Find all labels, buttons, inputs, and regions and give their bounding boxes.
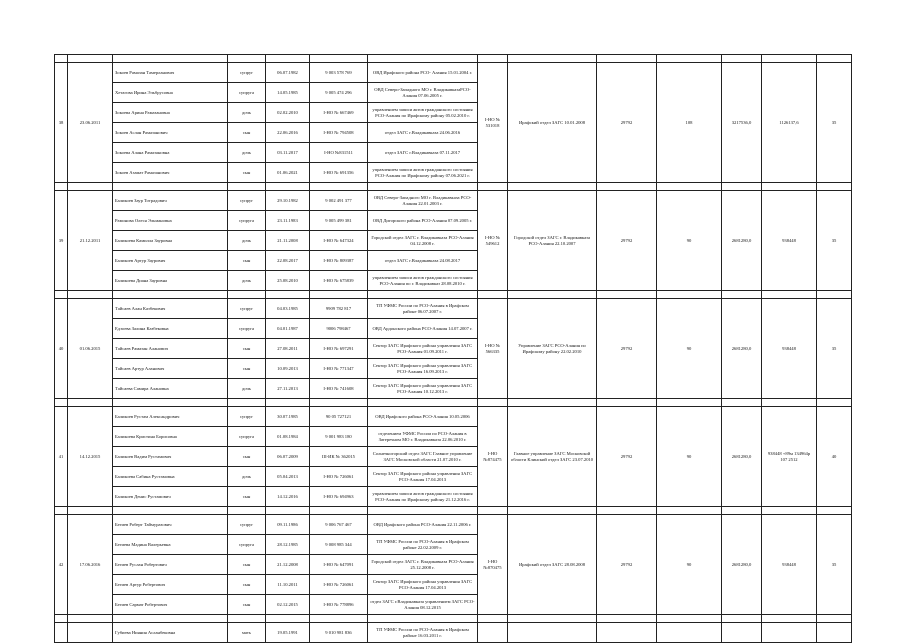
document-number: 9 002 491 377 — [310, 191, 368, 211]
person-relation: сын — [228, 447, 266, 467]
person-name: Баликоев Заур Тотрадович — [113, 191, 228, 211]
value-subsidy: 1126137,6 — [762, 63, 817, 183]
document-number: 9 001 983 180 — [310, 427, 368, 447]
issued-by: ОВД Дигорского района РСО-Алания 07.09.2005 г. — [368, 211, 478, 231]
issued-by: управлением записи актов гражданского состояния РСО-Алания по Ирафскому району 21.12.2016 г. — [368, 487, 478, 507]
person-relation: супруг — [228, 191, 266, 211]
record-number: 39 — [55, 191, 68, 291]
person-relation: супруга — [228, 319, 266, 339]
birth-date: 05.04.2013 — [266, 467, 310, 487]
document-number: 9 006 767 467 — [310, 515, 368, 535]
issued-by: ТП УФМС России по РСО-Алания в Ирафском районе 16.03.2011 г. — [368, 623, 478, 643]
person-relation: дочь — [228, 467, 266, 487]
person-name: Бегиев Роберт Таймуразович — [113, 515, 228, 535]
birth-date: 27.08.2011 — [266, 339, 310, 359]
issued-by: Сектор ЗАГС Ирафского района управления ЗАГС РСО-Алания 10.12.2013 г. — [368, 379, 478, 399]
birth-date: 19.05.1991 — [266, 623, 310, 643]
person-name: Бегиева Мадина Валерьевна — [113, 535, 228, 555]
birth-date: 29.10.1982 — [266, 191, 310, 211]
registry-office: Городской отдел ЗАГС г. Владикавказа РСО-Алания 22.10.2007 — [508, 191, 597, 291]
table-row — [55, 63, 852, 83]
person-name: Тайсаева Самира Алановна — [113, 379, 228, 399]
document-number: I-НО № 809387 — [310, 251, 368, 271]
birth-date: 06.07.1982 — [266, 63, 310, 83]
value-area: 90 — [657, 407, 722, 507]
issued-by: ТП УФМС России по РСО-Алания в Ирафском районе 06.07.2007 г. — [368, 299, 478, 319]
person-name: Баликоева Кристина Борисовна — [113, 427, 228, 447]
birth-date: 30.07.1985 — [266, 407, 310, 427]
record-date: 14.12.2015 — [68, 407, 113, 507]
registry-office: Управление ЗАГС РСО-Алания по Ирафскому району 22.02.2010 — [508, 299, 597, 399]
issued-by: ОВД Ирафского района РСО-Алания 22.11.2006 г. — [368, 515, 478, 535]
registry-table — [54, 54, 852, 643]
document-number: 9 005 474 296 — [310, 83, 368, 103]
birth-date: 14.05.1985 — [266, 83, 310, 103]
value-rate: 29792 — [597, 63, 657, 183]
registry-office: Ирафский отдел ЗАГС 28.08.2008 — [508, 515, 597, 615]
person-name: Тайсаев Артур Аланович — [113, 359, 228, 379]
birth-date: 04.01.1987 — [266, 319, 310, 339]
value-rate: 29792 — [597, 191, 657, 291]
marriage-certificate: I-НО № 531018 — [478, 63, 508, 183]
issued-by: отделением УФМС России по РСО-Алания в Затеречном МО г. Владикавказа 22.06.2010 г. — [368, 427, 478, 447]
issued-by: Сектор ЗАГС Ирафского района управления ЗАГС РСО-Алания 17.04.2013 — [368, 575, 478, 595]
person-relation: сын — [228, 487, 266, 507]
person-relation: сын — [228, 595, 266, 615]
person-relation: супруга — [228, 535, 266, 555]
value-area: 90 — [657, 299, 722, 399]
value-total: 2681280,0 — [722, 299, 762, 399]
record-date: 01.06.2015 — [68, 299, 113, 399]
group-spacer-row — [55, 507, 852, 515]
person-name: Зокоев Рамазан Тамерланович — [113, 63, 228, 83]
person-name: Баликоев Вадим Рустамович — [113, 447, 228, 467]
person-name: Тайсаев Алан Казбекович — [113, 299, 228, 319]
person-relation: дочь — [228, 271, 266, 291]
group-spacer-row — [55, 183, 852, 191]
birth-date: 02.02.2010 — [266, 103, 310, 123]
birth-date: 27.11.2013 — [266, 379, 310, 399]
person-name: Баликоева Диана Зауровна — [113, 271, 228, 291]
person-relation: дочь — [228, 379, 266, 399]
issued-by: Городской отдел ЗАГС г. Владикавказа РСО-Алания 04.12.2008 г. — [368, 231, 478, 251]
person-name: Баликоев Денис Рустамович — [113, 487, 228, 507]
value-percent: 35 — [817, 515, 852, 615]
person-relation: сын — [228, 123, 266, 143]
record-number: 40 — [55, 299, 68, 399]
value-rate: 29792 — [597, 299, 657, 399]
document-number: I-НО № 675839 — [310, 271, 368, 291]
person-relation: дочь — [228, 231, 266, 251]
person-name: Губиева Нияния Асланбековна — [113, 623, 228, 643]
person-relation: сын — [228, 339, 266, 359]
document-number: 9 010 981 836 — [310, 623, 368, 643]
person-relation: дочь — [228, 143, 266, 163]
value-area: 90 — [657, 515, 722, 615]
document-number: I-НО № 741608 — [310, 379, 368, 399]
birth-date: 14.12.2016 — [266, 487, 310, 507]
value-percent: 35 — [817, 299, 852, 399]
document-number: 9 005 499 381 — [310, 211, 368, 231]
issued-by: ОВД Ирафского района РСО- Алания 15.01.2004 г. — [368, 63, 478, 83]
table-row — [55, 515, 852, 535]
birth-date: 02.12.2015 — [266, 595, 310, 615]
person-name: Баликоев Артур Заурович — [113, 251, 228, 271]
value-percent: 40 — [817, 407, 852, 507]
document-number: 9 008 985 344 — [310, 535, 368, 555]
table-row — [55, 407, 852, 427]
person-name: Баликоева Сабина Рустамовна — [113, 467, 228, 487]
value-rate: 29792 — [597, 515, 657, 615]
person-name: Бегиев Руслан Робертович — [113, 555, 228, 575]
document-number: 9909 782 817 — [310, 299, 368, 319]
table-row — [55, 191, 852, 211]
person-relation: супруга — [228, 211, 266, 231]
birth-date: 21.11.2008 — [266, 231, 310, 251]
document-number: I-НО № 726061 — [310, 575, 368, 595]
issued-by: Сектор ЗАГС Ирафского района управления ЗАГС РСО-Алания 01.09.2011 г. — [368, 339, 478, 359]
issued-by: ОВД Ирафского района РСО-Алания 10.05.2006 — [368, 407, 478, 427]
value-subsidy: 938448 +89м 134964р 107 2512 — [762, 407, 817, 507]
birth-date: 01.06.2021 — [266, 163, 310, 183]
group-spacer-row — [55, 55, 852, 63]
document-number: I-НО № 647091 — [310, 555, 368, 575]
value-percent: 35 — [817, 191, 852, 291]
person-name: Хетагова Ирина Эльбрусовна — [113, 83, 228, 103]
record-number: 38 — [55, 63, 68, 183]
person-relation: супруг — [228, 407, 266, 427]
value-subsidy: 938448 — [762, 299, 817, 399]
person-name: Бегиев Сармат Робертович — [113, 595, 228, 615]
document-number: I-НО № 794508 — [310, 123, 368, 143]
value-subsidy: 938448 — [762, 191, 817, 291]
issued-by: отдел ЗАГС г.Владикавказа 24.06.2016 — [368, 123, 478, 143]
person-relation: сын — [228, 163, 266, 183]
issued-by: ОВД Северо-Западного МО г. ВладикавказаРСО-Алания 07.06.2005 г. — [368, 83, 478, 103]
person-relation: сын — [228, 555, 266, 575]
issued-by: отдел ЗАГС г.Владикавказа 07.11.2017 — [368, 143, 478, 163]
person-name: Рамонова Олеся Эльмановна — [113, 211, 228, 231]
person-name: Тайсаев Рамазан Аланович — [113, 339, 228, 359]
document-number: I-НО № 694963 — [310, 487, 368, 507]
value-area: 108 — [657, 63, 722, 183]
document-number: I-НО № 691356 — [310, 163, 368, 183]
person-relation: супруг — [228, 63, 266, 83]
birth-date: 22.06.2016 — [266, 123, 310, 143]
marriage-certificate: I-НО №874475 — [478, 407, 508, 507]
person-name: Баликоев Рустам Александрович — [113, 407, 228, 427]
record-date: 23.06.2011 — [68, 63, 113, 183]
person-name: Едзоева Залина Казбековна — [113, 319, 228, 339]
registry-office: Ирафский отдел ЗАГС 10.01.2008 — [508, 63, 597, 183]
registry-body — [55, 55, 852, 643]
person-relation: сын — [228, 575, 266, 595]
person-name: Зокоев Азамат Рамазанович — [113, 163, 228, 183]
birth-date: 06.07.2009 — [266, 447, 310, 467]
document-number: I-НО № 778896 — [310, 595, 368, 615]
birth-date: 09.11.1986 — [266, 515, 310, 535]
issued-by: ОВД Ардонского района РСО-Алания 14.07.2007 г. — [368, 319, 478, 339]
birth-date: 01.08.1984 — [266, 427, 310, 447]
person-relation: дочь — [228, 103, 266, 123]
issued-by: управлением записи актов гражданского состояния РСО-Алания по г. Владикавказ 28.08.2010 г. — [368, 271, 478, 291]
person-relation: мать — [228, 623, 266, 643]
issued-by: отдел ЗАГС г.Владикавказа 24.08.2017 — [368, 251, 478, 271]
value-total: 2681280,0 — [722, 191, 762, 291]
record-date: 21.12.2011 — [68, 191, 113, 291]
person-relation: сын — [228, 359, 266, 379]
document-number: III-ИК № 362015 — [310, 447, 368, 467]
document-number: I-НО № 726061 — [310, 467, 368, 487]
birth-date: 22.08.2017 — [266, 251, 310, 271]
issued-by: ОВД Северо-Западного МО г. Владикавказа РСО-Алания 22.01.2003 г. — [368, 191, 478, 211]
group-spacer-row — [55, 399, 852, 407]
issued-by: Городской отдел ЗАГС г. Владикавказа РСО-Алания 25.12.2008 г. — [368, 555, 478, 575]
issued-by: Сектор ЗАГС Ирафского района управления ЗАГС РСО-Алания 16.09.2013 г. — [368, 359, 478, 379]
marriage-certificate: I-НО № 566335 — [478, 299, 508, 399]
record-number: 41 — [55, 407, 68, 507]
value-subsidy: 938448 — [762, 515, 817, 615]
issued-by: управлением записи актов гражданского состояния РСО-Алания по Ирафскому району 07.06.2021 г. — [368, 163, 478, 183]
birth-date: 21.12.2008 — [266, 555, 310, 575]
document-number: I-НО №831511 — [310, 143, 368, 163]
birth-date: 28.12.1985 — [266, 535, 310, 555]
value-rate: 29792 — [597, 407, 657, 507]
value-total: 2681280,0 — [722, 407, 762, 507]
marriage-certificate: I-НО № 549612 — [478, 191, 508, 291]
group-spacer-row — [55, 291, 852, 299]
document-number: I-НО № 697291 — [310, 339, 368, 359]
birth-date: 23.11.1983 — [266, 211, 310, 231]
person-name: Баликоева Камилла Зауровна — [113, 231, 228, 251]
value-area: 90 — [657, 191, 722, 291]
registry-office: Главное управление ЗАГС Московской области Клинский отдел ЗАГС 23.07.2010 — [508, 407, 597, 507]
document-number: 90 05 727121 — [310, 407, 368, 427]
person-relation: сын — [228, 251, 266, 271]
record-number: 42 — [55, 515, 68, 615]
issued-by: ТП УФМС России по РСО-Алания в Ирафском районе 22.02.2009 г. — [368, 535, 478, 555]
person-name: Зокоев Аслан Рамазанович — [113, 123, 228, 143]
document-number: I-НО № 667469 — [310, 103, 368, 123]
marriage-certificate: I-НО №870475 — [478, 515, 508, 615]
table-row — [55, 299, 852, 319]
person-name: Бегиев Артур Робертович — [113, 575, 228, 595]
document-sheet — [54, 54, 851, 643]
person-relation: супруга — [228, 83, 266, 103]
document-number: I-НО № 647324 — [310, 231, 368, 251]
value-total: 3217536,0 — [722, 63, 762, 183]
person-relation: супруг — [228, 515, 266, 535]
document-number: I-НО № 771347 — [310, 359, 368, 379]
issued-by: Сектор ЗАГС Ирафского района управления ЗАГС РСО-Алания 17.04.2013 — [368, 467, 478, 487]
group-spacer-row — [55, 615, 852, 623]
issued-by: Солнечногорский отдел ЗАГС Главное управление ЗАГС Московской области 21.07.2010 г. — [368, 447, 478, 467]
issued-by: управлением записи актов гражданского состояния РСО-Алания по Ирафскому району 05.02.2010 г. — [368, 103, 478, 123]
record-date: 17.06.2016 — [68, 515, 113, 615]
birth-date: 03.11.2017 — [266, 143, 310, 163]
birth-date: 10.09.2013 — [266, 359, 310, 379]
person-relation: супруга — [228, 427, 266, 447]
value-total: 2681280,0 — [722, 515, 762, 615]
person-name: Зокоева Арина Рамазановна — [113, 103, 228, 123]
issued-by: отдел ЗАГС г.Владикавказа управлением ЗАГС РСО-Алания 08.12.2015 — [368, 595, 478, 615]
value-percent: 35 — [817, 63, 852, 183]
birth-date: 25.08.2010 — [266, 271, 310, 291]
person-name: Зокоева Алана Рамазановна — [113, 143, 228, 163]
document-number: 9 003 578 769 — [310, 63, 368, 83]
birth-date: 11.10.2011 — [266, 575, 310, 595]
birth-date: 04.03.1985 — [266, 299, 310, 319]
person-relation: супруг — [228, 299, 266, 319]
document-number: 9006 798467 — [310, 319, 368, 339]
